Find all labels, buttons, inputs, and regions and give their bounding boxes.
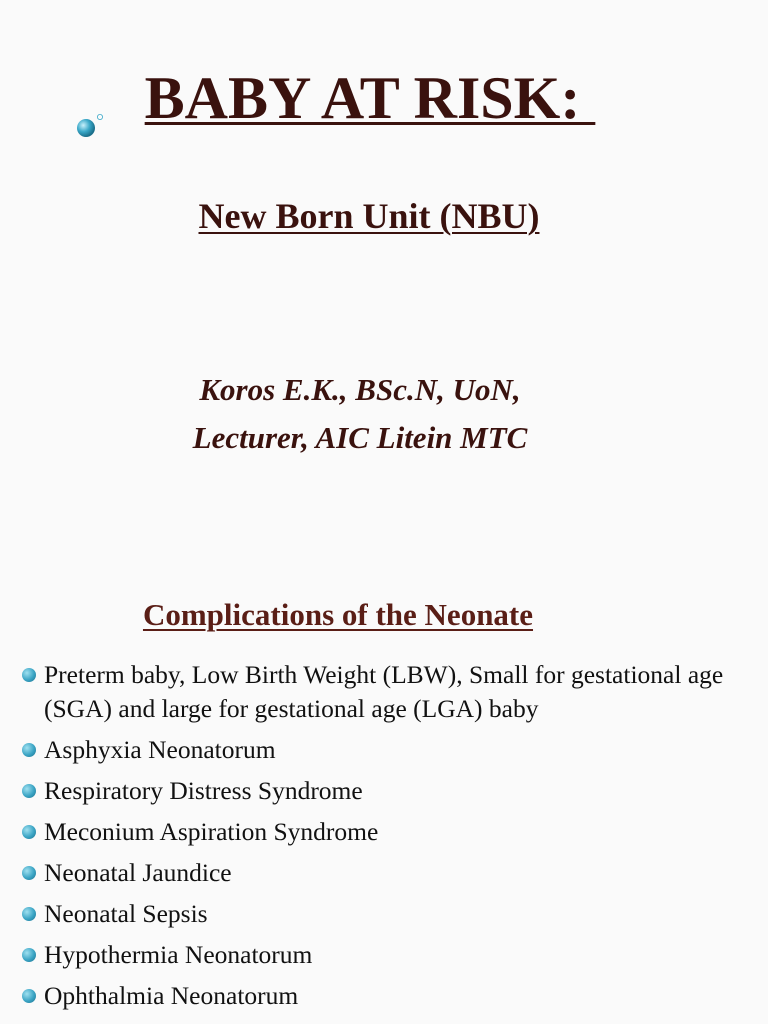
slide-title-text: BABY AT RISK: xyxy=(144,65,596,131)
bullet-dot-icon xyxy=(22,825,36,839)
bullet-dot-icon xyxy=(22,668,36,682)
author-line-2: Lecturer, AIC Litein MTC xyxy=(192,420,528,455)
list-item xyxy=(0,658,768,726)
bullet-dot-icon xyxy=(22,743,36,757)
slide-subtitle: New Born Unit (NBU) xyxy=(198,196,540,236)
list-item xyxy=(0,733,768,767)
list-item-text: Neonatal Sepsis xyxy=(44,899,208,928)
list-item xyxy=(0,774,768,808)
complications-list xyxy=(0,658,768,1020)
bullet-dot-icon xyxy=(22,907,36,921)
bullet-dot-icon xyxy=(22,866,36,880)
list-item xyxy=(0,856,768,890)
author-line-1: Koros E.K., BSc.N, UoN, xyxy=(199,372,521,407)
list-item-text: Ophthalmia Neonatorum xyxy=(44,981,299,1010)
list-item-text: Respiratory Distress Syndrome xyxy=(44,776,363,805)
list-item-text: Neonatal Jaundice xyxy=(44,858,232,887)
bullet-dot-icon xyxy=(22,784,36,798)
list-item-text: Asphyxia Neonatorum xyxy=(44,735,276,764)
list-item-text: Hypothermia Neonatorum xyxy=(44,940,313,969)
bullet-dot-icon xyxy=(22,989,36,1003)
list-item xyxy=(0,979,768,1013)
list-item-text: Meconium Aspiration Syndrome xyxy=(44,817,379,846)
list-item-text: Preterm baby, Low Birth Weight (LBW), Small for gestational age (SGA) and large for gestational age (LGA) baby xyxy=(44,660,724,723)
bullet-dot-icon xyxy=(22,948,36,962)
list-item xyxy=(0,897,768,931)
complications-heading: Complications of the Neonate xyxy=(142,597,534,632)
list-item xyxy=(0,938,768,972)
list-item xyxy=(0,815,768,849)
